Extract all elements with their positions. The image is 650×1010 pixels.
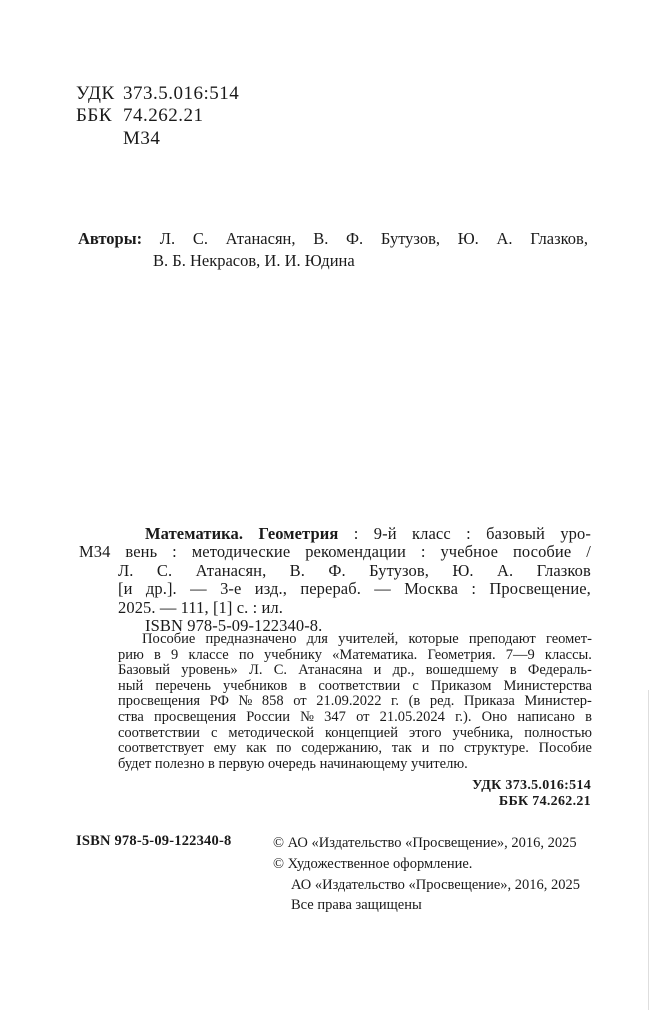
catalog-line-2: М34 вень : методические рекомендации : учебное пособие / (79, 542, 591, 562)
isbn-footer: ISBN 978-5-09-122340-8 (76, 833, 232, 849)
annotation-paragraph (118, 632, 592, 772)
udk-row (76, 83, 239, 105)
bbk-value-right: ББК 74.262.21 (498, 793, 591, 809)
annotation-line: Пособие предназначено для учителей, которые преподают геомет- (142, 631, 592, 647)
bbk-value: 74.262.21 (123, 105, 204, 127)
catalog-code-value: М34 (123, 127, 161, 149)
udk-value: 373.5.016:514 (123, 83, 240, 104)
annotation-line-last: будет полезно в первую очередь начинающему учителю. (118, 755, 468, 772)
annotation-line: Базовый уровень» Л. С. Атанасяна и др., вошедшему в Федераль- (118, 662, 592, 679)
authors-line-1: Авторы: Л. С. Атанасян, В. Ф. Бутузов, Ю. А. Глазков, (78, 229, 588, 248)
annotation-line: ный перечень учебников в соответствии с Приказом Министерства (118, 677, 592, 694)
scan-edge-artifact (648, 690, 649, 1010)
bbk-row (76, 105, 239, 127)
copyright-line: Все права защищены (291, 897, 422, 914)
catalog-line-4: [и др.]. — 3-е изд., перераб. — Москва : Просвещение, (118, 579, 591, 599)
copyright-line: © Художественное оформление. (273, 855, 473, 872)
authors-block (78, 228, 588, 272)
copyright-line: © АО «Издательство «Просвещение», 2016, 2025 (273, 835, 577, 851)
annotation-line: соответствии с методической концепцией этого учебника, полностью (118, 724, 592, 741)
classification-codes-right (472, 778, 591, 810)
udk-value-right: УДК 373.5.016:514 (472, 778, 591, 793)
annotation-line: ства просвещения России № 347 от 21.05.2024 г.). Оно написано в (118, 708, 592, 725)
catalog-code-row (76, 128, 239, 150)
bbk-label: ББК (76, 105, 112, 127)
catalog-entry (79, 525, 591, 635)
catalog-line-3: Л. С. Атанасян, В. Ф. Бутузов, Ю. А. Глазков (118, 560, 591, 580)
copyright-line: АО «Издательство «Просвещение», 2016, 2025 (291, 876, 581, 893)
catalog-line-5: 2025. — 111, [1] с. : ил. (118, 597, 283, 617)
catalog-isbn-line: ISBN 978-5-09-122340-8. (145, 616, 323, 636)
copyright-block (273, 833, 580, 916)
annotation-line: просвещения РФ № 858 от 21.09.2022 г. (в ред. Приказа Министер- (118, 693, 592, 710)
udk-label: УДК (76, 83, 115, 104)
catalog-line-1: Математика. Геометрия : 9-й класс : базовый уро- (145, 524, 591, 543)
classification-codes-top (76, 83, 239, 150)
authors-line-2: В. Б. Некрасов, И. И. Юдина (153, 251, 355, 270)
catalog-code-label (76, 128, 123, 150)
annotation-line: соответствует ему как по содержанию, так и по структуре. Пособие (118, 740, 592, 757)
annotation-line: рию в 9 классе по учебнику «Математика. Геометрия. 7—9 классы. (118, 646, 592, 663)
